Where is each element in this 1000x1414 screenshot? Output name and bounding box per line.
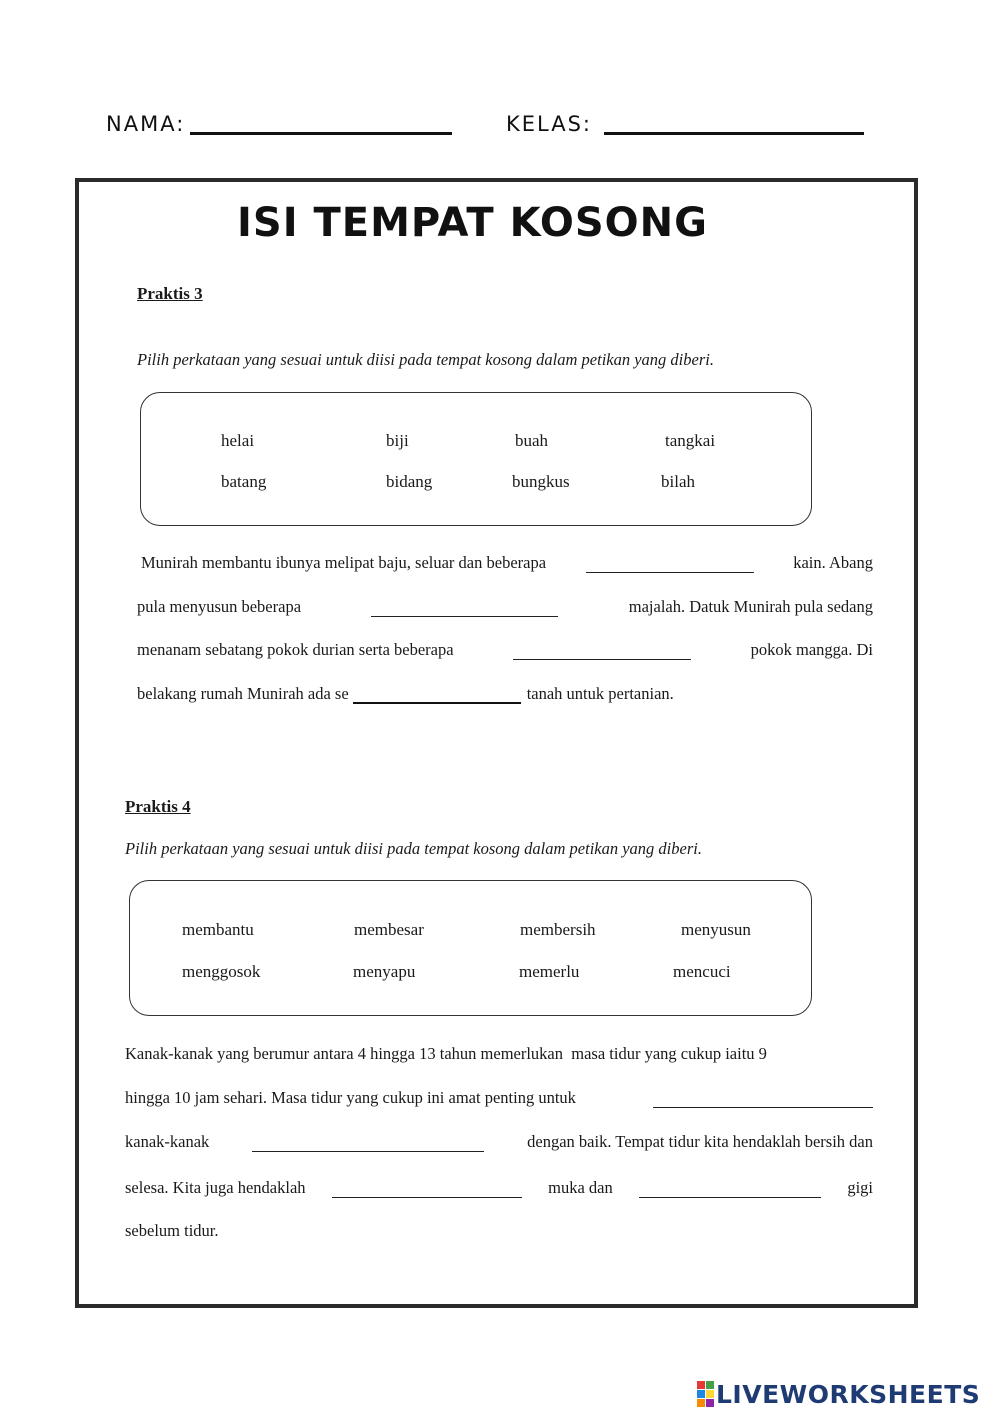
word-option: menyapu xyxy=(353,962,416,981)
word-option: membesar xyxy=(354,920,424,939)
answer-blank[interactable] xyxy=(513,659,691,660)
passage-text: sebelum tidur. xyxy=(125,1221,219,1240)
word-option: helai xyxy=(221,431,255,450)
word-option: memerlu xyxy=(519,962,580,981)
praktis-3-heading: Praktis 3 xyxy=(137,284,203,303)
passage-line xyxy=(125,1044,873,1064)
passage-line xyxy=(137,597,873,617)
logo-block xyxy=(697,1399,705,1407)
kelas-field[interactable] xyxy=(604,132,864,135)
passage-text: gigi xyxy=(847,1178,873,1197)
passage-text: pokok mangga. Di xyxy=(750,640,873,659)
nama-field[interactable] xyxy=(190,132,452,135)
passage-text: majalah. Datuk Munirah pula sedang xyxy=(628,597,873,616)
liveworksheets-logo[interactable] xyxy=(697,1379,980,1409)
passage-line xyxy=(137,640,873,660)
passage-text: menanam sebatang pokok durian serta beberapa xyxy=(137,640,454,659)
passage-text: kanak-kanak xyxy=(125,1132,210,1151)
answer-blank[interactable] xyxy=(332,1197,522,1198)
word-option: bungkus xyxy=(512,472,570,491)
nama-label: NAMA: xyxy=(106,112,186,136)
passage-text: kain. Abang xyxy=(793,553,873,572)
word-option: batang xyxy=(221,472,267,491)
word-option: membersih xyxy=(520,920,596,939)
logo-blocks-icon xyxy=(697,1381,714,1407)
word-option: membantu xyxy=(182,920,254,939)
passage-text: belakang rumah Munirah ada se xyxy=(137,684,349,703)
answer-blank[interactable] xyxy=(639,1197,821,1198)
passage-text: muka dan xyxy=(548,1178,613,1197)
answer-blank[interactable] xyxy=(353,702,521,704)
logo-block xyxy=(697,1381,705,1389)
word-option: menggosok xyxy=(182,962,261,981)
passage-line xyxy=(125,1132,873,1152)
answer-blank[interactable] xyxy=(371,616,558,617)
word-option: menyusun xyxy=(681,920,751,939)
word-option: buah xyxy=(515,431,549,450)
passage-text: selesa. Kita juga hendaklah xyxy=(125,1178,306,1197)
logo-block xyxy=(706,1390,714,1398)
answer-blank[interactable] xyxy=(653,1107,873,1108)
passage-line xyxy=(141,553,873,573)
word-option: bilah xyxy=(661,472,695,491)
word-option: biji xyxy=(386,431,409,450)
worksheet-title: ISI TEMPAT KOSONG xyxy=(237,200,708,246)
logo-block xyxy=(697,1390,705,1398)
passage-text: tanah untuk pertanian. xyxy=(526,684,674,703)
logo-block xyxy=(706,1381,714,1389)
passage-text: dengan baik. Tempat tidur kita hendaklah bersih dan xyxy=(527,1132,873,1151)
praktis-3-word-box xyxy=(140,392,812,526)
praktis-3-instruction: Pilih perkataan yang sesuai untuk diisi pada tempat kosong dalam petikan yang diberi. xyxy=(137,350,714,369)
passage-line xyxy=(125,1178,873,1198)
word-option: bidang xyxy=(386,472,433,491)
praktis-4-heading: Praktis 4 xyxy=(125,797,191,816)
passage-line xyxy=(125,1221,873,1241)
brand-name: LIVEWORKSHEETS xyxy=(716,1379,981,1409)
word-option: mencuci xyxy=(673,962,731,981)
answer-blank[interactable] xyxy=(252,1151,484,1152)
passage-text: pula menyusun beberapa xyxy=(137,597,302,616)
passage-line xyxy=(137,684,873,704)
answer-blank[interactable] xyxy=(586,572,754,573)
praktis-4-word-box xyxy=(129,880,812,1016)
logo-block xyxy=(706,1399,714,1407)
passage-text: Kanak-kanak yang berumur antara 4 hingga 13 tahun memerlukan masa tidur yang cukup iaitu 9 xyxy=(125,1044,767,1063)
passage-line xyxy=(125,1088,873,1108)
passage-text: Munirah membantu ibunya melipat baju, seluar dan beberapa xyxy=(141,553,547,572)
kelas-label: KELAS: xyxy=(506,112,592,136)
passage-text: hingga 10 jam sehari. Masa tidur yang cukup ini amat penting untuk xyxy=(125,1088,576,1107)
word-option: tangkai xyxy=(665,431,716,450)
praktis-4-instruction: Pilih perkataan yang sesuai untuk diisi pada tempat kosong dalam petikan yang diberi. xyxy=(125,839,702,858)
